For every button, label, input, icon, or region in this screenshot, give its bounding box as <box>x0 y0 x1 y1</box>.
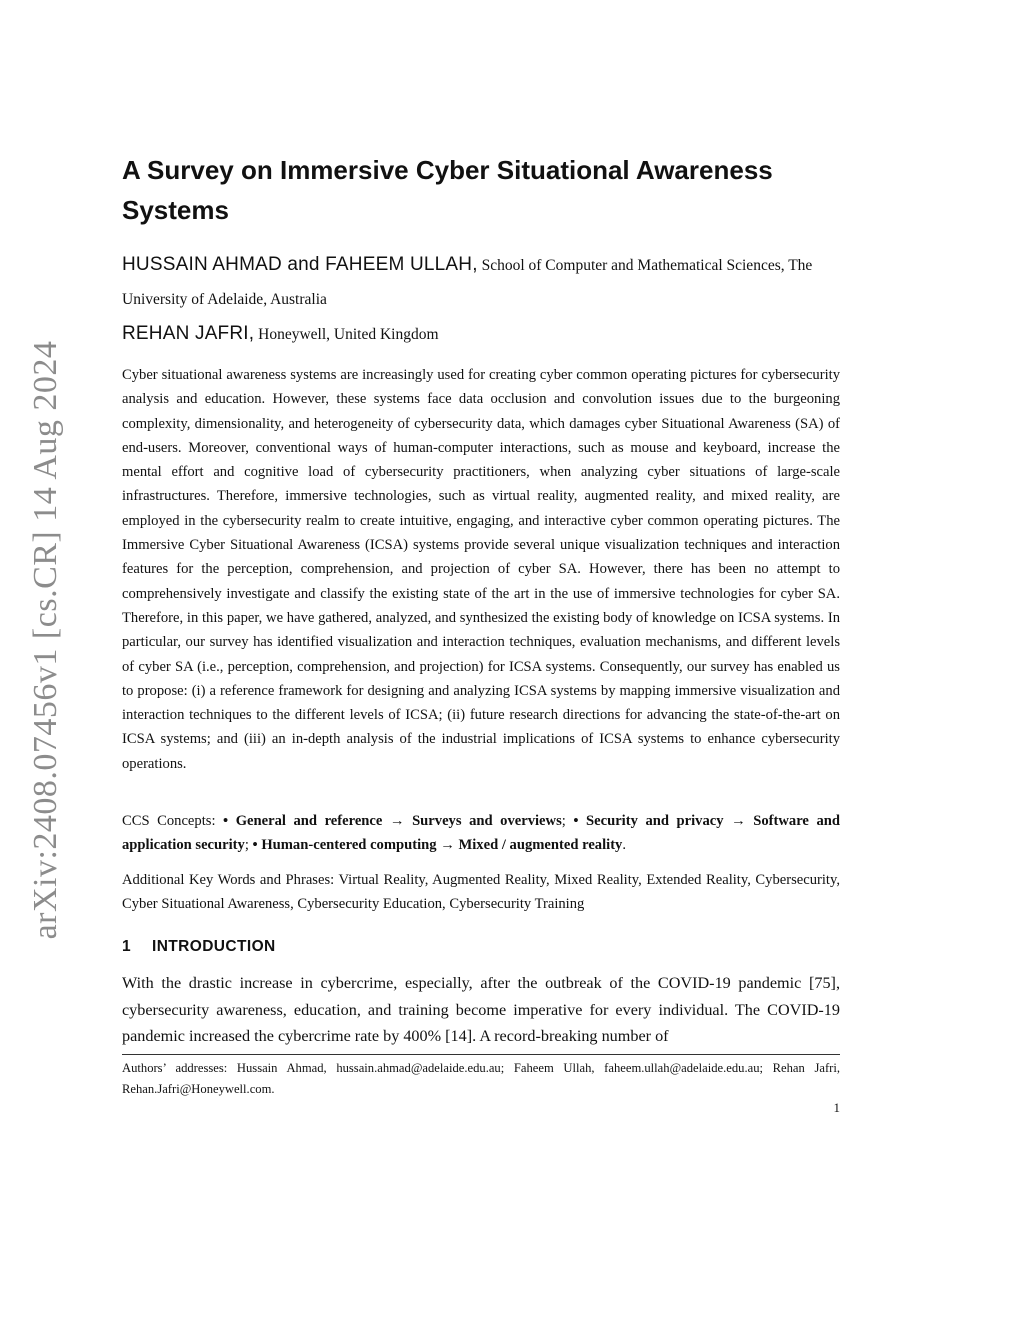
ccs-concept-1-specific: Surveys and overviews <box>412 813 562 829</box>
keywords-list: Virtual Reality, Augmented Reality, Mixed Reality, Extended Reality, Cybersecurity, Cyber Situational Awareness, Cybersecurity Education, Cybersecurity Training <box>122 872 840 913</box>
ccs-concept-2-general: Security and privacy <box>586 813 724 829</box>
author-block <box>122 248 840 352</box>
keywords-label: Additional Key Words and Phrases: <box>122 872 335 888</box>
paper-title: A Survey on Immersive Cyber Situational Awareness Systems <box>122 155 773 225</box>
ccs-concept-3-general: Human-centered computing <box>261 837 437 854</box>
ccs-concept-1-general: General and reference <box>235 813 383 829</box>
arxiv-identifier: arXiv:2408.07456v1 [cs.CR] 14 Aug 2024 <box>27 340 64 940</box>
affiliation-group-2: Honeywell, United Kingdom <box>258 326 439 343</box>
author-names-group-2: REHAN JAFRI, <box>122 323 255 344</box>
author-names-group-1: HUSSAIN AHMAD and FAHEEM ULLAH, <box>122 254 478 275</box>
section-number: 1 <box>122 938 132 955</box>
affiliation-group-1: School of Computer and Mathematical Sciences, The University of Adelaide, Australia <box>122 257 813 308</box>
ccs-label: CCS Concepts: <box>122 813 216 829</box>
abstract: Cyber situational awareness systems are increasingly used for creating cyber common operating pictures for cybersecurity analysis and education. However, these systems face data occlusion and convolution issues due to the burgeoning complexity, dimensionality, and heterogeneity of cybersecurity data, which damages cyber Situational Awareness (SA) of end-users. Moreover, conventional ways of human-computer interactions, such as mouse and keyboard, increase the mental effort and cognitive load of cybersecurity practitioners, when analyzing cyber situations of large-scale infrastructures. Therefore, immersive technologies, such as virtual reality, augmented reality, and mixed reality, are employed in the cybersecurity realm to create intuitive, engaging, and interactive cyber common operating pictures. The Immersive Cyber Situational Awareness (ICSA) systems provide several unique visualization techniques and interaction features for the perception, comprehension, and projection of cyber SA. However, there has been no attempt to comprehensively investigate and classify the existing state of the art in the use of immersive technologies for cyber SA. Therefore, in this paper, we have gathered, analyzed, and synthesized the existing body of knowledge on ICSA systems. In particular, our survey has identified visualization and interaction techniques, evaluation mechanisms, and different levels of cyber SA (i.e., perception, comprehension, and projection) for ICSA systems. Consequently, our survey has enabled us to propose: (i) a reference framework for designing and analyzing ICSA systems by mapping immersive visualization and interaction techniques to the different levels of ICSA; (ii) future research directions for advancing the state-of-the-art on ICSA systems; and (iii) an in-depth analysis of the industrial implications of ICSA systems to enhance cybersecurity operations. <box>122 367 840 772</box>
introduction-paragraph: With the drastic increase in cybercrime, especially, after the outbreak of the COVID-19 pandemic [75], cybersecurity awareness, education, and training become imperative for every individual. The COVID-19 pandemic increased the cybercrime rate by 400% [14]. A record-breaking number of <box>122 974 840 1045</box>
ccs-concept-3-specific: Mixed / augmented reality <box>458 837 623 854</box>
footnote-divider <box>122 1054 840 1055</box>
section-title: INTRODUCTION <box>152 938 276 955</box>
ccs-concepts: CCS Concepts: • General and reference → Surveys and overviews; • Security and privacy → Software and application security; • Human-centered computing → Mixed / augmented reality. <box>122 813 840 854</box>
ccs-concept-2-specific: Software and application security <box>122 813 840 854</box>
page-number: 1 <box>833 1100 840 1115</box>
section-heading <box>122 938 840 956</box>
keywords <box>122 868 840 917</box>
author-addresses-footnote: Authors’ addresses: Hussain Ahmad, hussain.ahmad@adelaide.edu.au; Faheem Ullah, faheem.ullah@adelaide.edu.au; Rehan Jafri, Rehan.Jafri@Honeywell.com. <box>122 1061 840 1096</box>
